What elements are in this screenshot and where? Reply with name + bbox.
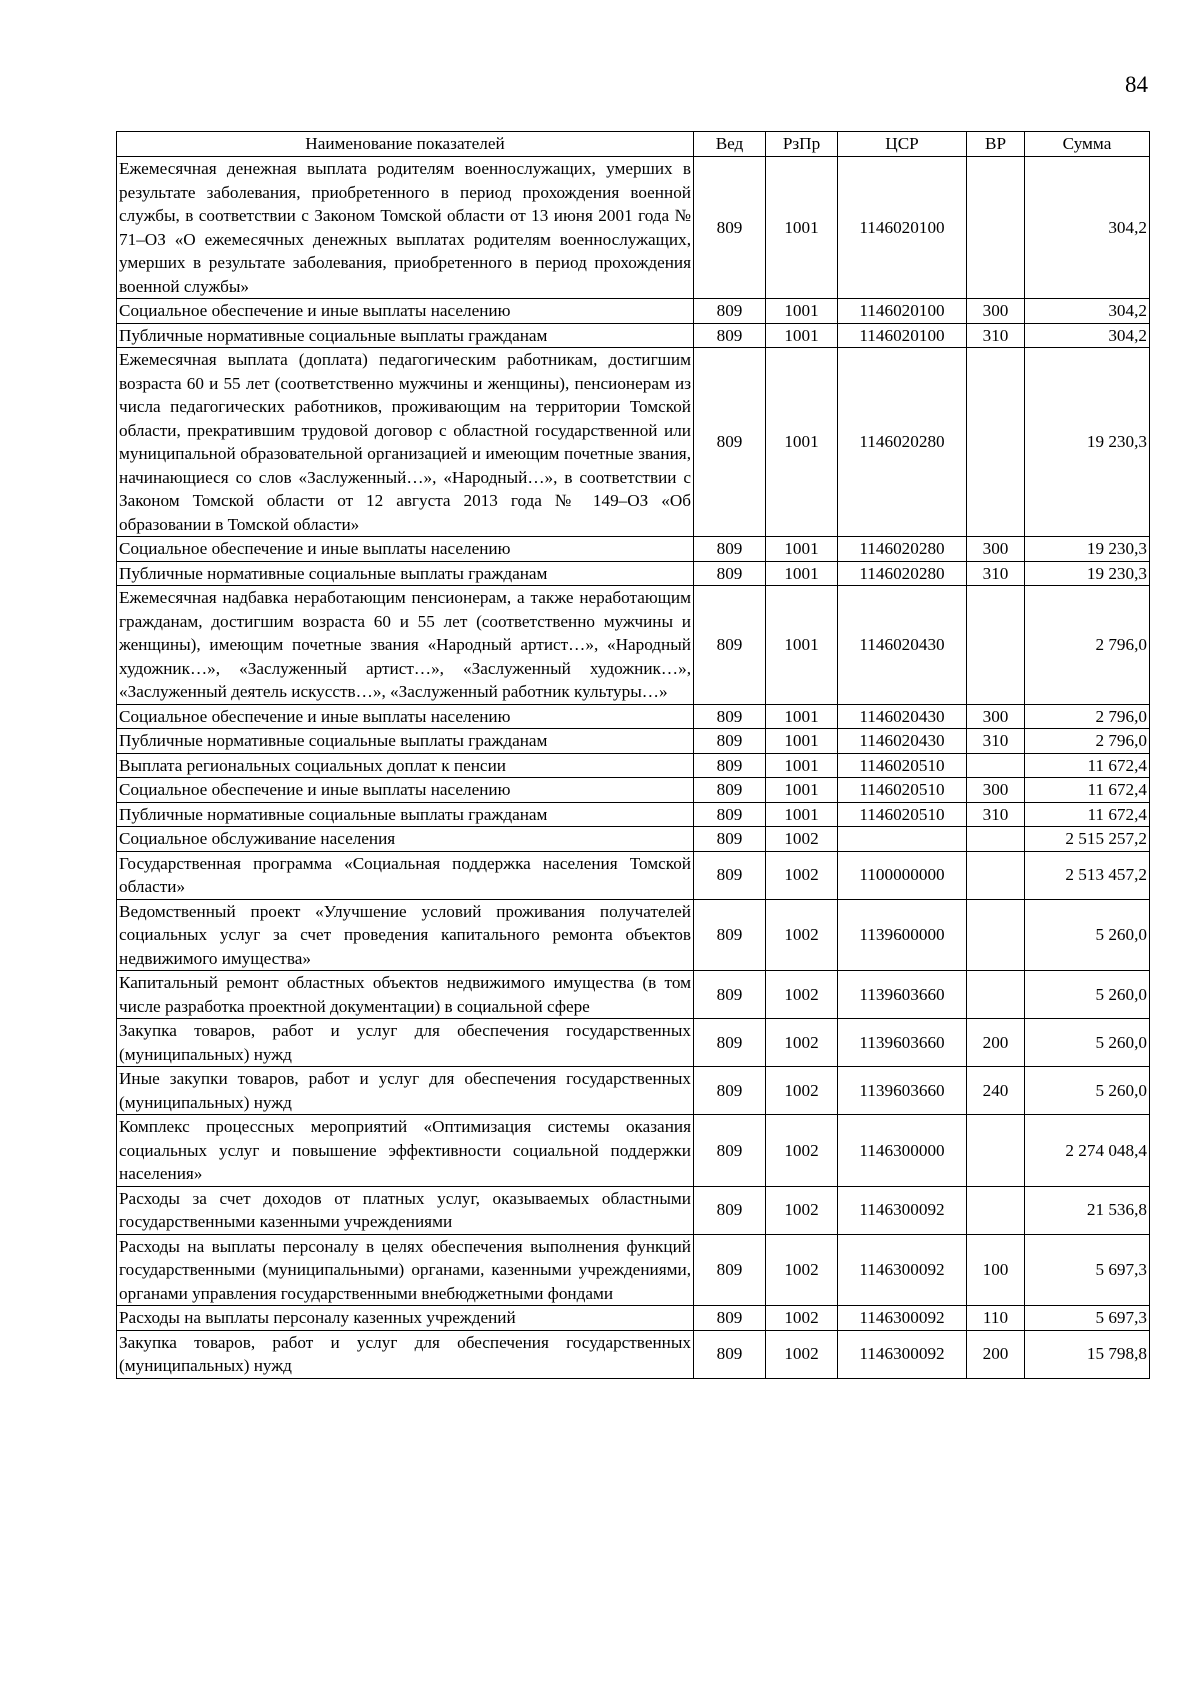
cell-sum: 5 260,0 (1025, 899, 1150, 971)
cell-rzpr: 1002 (766, 827, 838, 852)
cell-rzpr: 1001 (766, 537, 838, 562)
table-row (117, 1115, 1150, 1187)
cell-rzpr: 1002 (766, 1067, 838, 1115)
cell-ved: 809 (694, 1019, 766, 1067)
table-row (117, 586, 1150, 705)
cell-vr (967, 827, 1025, 852)
cell-name: Комплекс процессных мероприятий «Оптимизация системы оказания социальных услуг и повышение эффективности социальной поддержки населения» (117, 1115, 694, 1187)
cell-sum: 304,2 (1025, 299, 1150, 324)
cell-rzpr: 1002 (766, 1306, 838, 1331)
header-csr: ЦСР (838, 132, 967, 157)
cell-csr: 1146020510 (838, 753, 967, 778)
table-row (117, 899, 1150, 971)
cell-sum: 2 796,0 (1025, 704, 1150, 729)
table-row (117, 1330, 1150, 1378)
cell-ved: 809 (694, 1306, 766, 1331)
cell-name: Ежемесячная надбавка неработающим пенсионерам, а также неработающим гражданам, достигшим возраста 60 и 55 лет (соответственно мужчины и женщины), имеющим почетные звания «Народный артист…», «Народный художник…», «Заслуженный артист…», «Заслуженный художник…», «Заслуженный деятель искусств…», «Заслуженный работник культуры…» (117, 586, 694, 705)
cell-rzpr: 1001 (766, 157, 838, 299)
cell-vr: 100 (967, 1234, 1025, 1306)
cell-sum: 19 230,3 (1025, 561, 1150, 586)
table-row (117, 537, 1150, 562)
table-row (117, 561, 1150, 586)
cell-sum: 304,2 (1025, 323, 1150, 348)
cell-ved: 809 (694, 1234, 766, 1306)
cell-csr: 1146020100 (838, 157, 967, 299)
table-row (117, 729, 1150, 754)
cell-sum: 5 697,3 (1025, 1234, 1150, 1306)
cell-rzpr: 1002 (766, 851, 838, 899)
budget-table (116, 131, 1150, 1379)
cell-ved: 809 (694, 537, 766, 562)
cell-csr: 1100000000 (838, 851, 967, 899)
cell-name: Расходы на выплаты персоналу в целях обеспечения выполнения функций государственными (муниципальными) органами, казенными учреждениями, органами управления государственными внебюджетными фондами (117, 1234, 694, 1306)
cell-name: Расходы за счет доходов от платных услуг, оказываемых областными государственными казенными учреждениями (117, 1186, 694, 1234)
cell-ved: 809 (694, 1186, 766, 1234)
table-body (117, 157, 1150, 1379)
cell-rzpr: 1001 (766, 586, 838, 705)
cell-vr: 240 (967, 1067, 1025, 1115)
cell-vr (967, 899, 1025, 971)
cell-name: Закупка товаров, работ и услуг для обеспечения государственных (муниципальных) нужд (117, 1330, 694, 1378)
cell-csr: 1146020280 (838, 537, 967, 562)
cell-ved: 809 (694, 851, 766, 899)
cell-vr (967, 157, 1025, 299)
cell-csr: 1139603660 (838, 971, 967, 1019)
cell-vr (967, 348, 1025, 537)
cell-rzpr: 1001 (766, 802, 838, 827)
cell-vr (967, 1186, 1025, 1234)
cell-csr: 1146020280 (838, 348, 967, 537)
cell-rzpr: 1002 (766, 1115, 838, 1187)
cell-sum: 2 513 457,2 (1025, 851, 1150, 899)
cell-csr (838, 827, 967, 852)
header-vr: ВР (967, 132, 1025, 157)
table-header-row (117, 132, 1150, 157)
page-number: 84 (1125, 72, 1148, 97)
cell-ved: 809 (694, 753, 766, 778)
cell-ved: 809 (694, 704, 766, 729)
cell-vr: 310 (967, 323, 1025, 348)
cell-csr: 1146300092 (838, 1330, 967, 1378)
cell-vr: 310 (967, 802, 1025, 827)
cell-name: Иные закупки товаров, работ и услуг для обеспечения государственных (муниципальных) нужд (117, 1067, 694, 1115)
cell-csr: 1146020430 (838, 704, 967, 729)
cell-name: Социальное обеспечение и иные выплаты населению (117, 537, 694, 562)
cell-sum: 11 672,4 (1025, 778, 1150, 803)
cell-rzpr: 1001 (766, 729, 838, 754)
cell-ved: 809 (694, 1330, 766, 1378)
cell-ved: 809 (694, 971, 766, 1019)
table-row (117, 1019, 1150, 1067)
cell-csr: 1146300092 (838, 1306, 967, 1331)
cell-csr: 1146300000 (838, 1115, 967, 1187)
cell-name: Капитальный ремонт областных объектов недвижимого имущества (в том числе разработка проектной документации) в социальной сфере (117, 971, 694, 1019)
cell-csr: 1146020510 (838, 802, 967, 827)
table-row (117, 299, 1150, 324)
cell-vr (967, 1115, 1025, 1187)
cell-sum: 2 796,0 (1025, 729, 1150, 754)
header-name: Наименование показателей (117, 132, 694, 157)
cell-vr: 310 (967, 729, 1025, 754)
cell-csr: 1146020100 (838, 299, 967, 324)
cell-rzpr: 1001 (766, 753, 838, 778)
cell-csr: 1139603660 (838, 1067, 967, 1115)
cell-rzpr: 1002 (766, 899, 838, 971)
cell-name: Публичные нормативные социальные выплаты гражданам (117, 802, 694, 827)
table-row (117, 1186, 1150, 1234)
cell-csr: 1146300092 (838, 1234, 967, 1306)
cell-rzpr: 1001 (766, 704, 838, 729)
cell-rzpr: 1001 (766, 778, 838, 803)
cell-ved: 809 (694, 1115, 766, 1187)
cell-csr: 1146020280 (838, 561, 967, 586)
cell-vr: 300 (967, 299, 1025, 324)
cell-sum: 5 697,3 (1025, 1306, 1150, 1331)
table-row (117, 1067, 1150, 1115)
cell-vr (967, 586, 1025, 705)
cell-ved: 809 (694, 827, 766, 852)
cell-name: Закупка товаров, работ и услуг для обеспечения государственных (муниципальных) нужд (117, 1019, 694, 1067)
cell-csr: 1146020510 (838, 778, 967, 803)
header-sum: Сумма (1025, 132, 1150, 157)
cell-vr: 310 (967, 561, 1025, 586)
cell-name: Ведомственный проект «Улучшение условий проживания получателей социальных услуг за счет проведения капитального ремонта объектов недвижимого имущества» (117, 899, 694, 971)
table-row (117, 802, 1150, 827)
cell-rzpr: 1002 (766, 1234, 838, 1306)
cell-rzpr: 1002 (766, 971, 838, 1019)
cell-rzpr: 1002 (766, 1186, 838, 1234)
cell-ved: 809 (694, 586, 766, 705)
cell-vr (967, 851, 1025, 899)
table-row (117, 157, 1150, 299)
cell-sum: 304,2 (1025, 157, 1150, 299)
cell-vr (967, 971, 1025, 1019)
cell-name: Социальное обеспечение и иные выплаты населению (117, 299, 694, 324)
cell-vr: 300 (967, 704, 1025, 729)
cell-rzpr: 1002 (766, 1019, 838, 1067)
header-ved: Вед (694, 132, 766, 157)
cell-name: Государственная программа «Социальная поддержка населения Томской области» (117, 851, 694, 899)
table-row (117, 827, 1150, 852)
cell-rzpr: 1001 (766, 299, 838, 324)
cell-csr: 1139600000 (838, 899, 967, 971)
cell-rzpr: 1001 (766, 561, 838, 586)
cell-sum: 19 230,3 (1025, 348, 1150, 537)
cell-name: Ежемесячная денежная выплата родителям военнослужащих, умерших в результате заболевания, приобретенного в период прохождения военной службы, в соответствии с Законом Томской области от 13 июня 2001 года № 71–ОЗ «О ежемесячных денежных выплатах родителям военнослужащих, умерших в результате заболевания, приобретенного в период прохождения военной службы» (117, 157, 694, 299)
cell-name: Публичные нормативные социальные выплаты гражданам (117, 323, 694, 348)
cell-name: Социальное обслуживание населения (117, 827, 694, 852)
cell-csr: 1146020100 (838, 323, 967, 348)
cell-vr: 300 (967, 778, 1025, 803)
cell-name: Публичные нормативные социальные выплаты гражданам (117, 729, 694, 754)
cell-name: Расходы на выплаты персоналу казенных учреждений (117, 1306, 694, 1331)
cell-csr: 1139603660 (838, 1019, 967, 1067)
cell-vr: 200 (967, 1019, 1025, 1067)
cell-vr: 200 (967, 1330, 1025, 1378)
cell-sum: 5 260,0 (1025, 1067, 1150, 1115)
cell-ved: 809 (694, 561, 766, 586)
cell-ved: 809 (694, 323, 766, 348)
cell-sum: 2 796,0 (1025, 586, 1150, 705)
cell-sum: 5 260,0 (1025, 971, 1150, 1019)
table-row (117, 971, 1150, 1019)
cell-ved: 809 (694, 1067, 766, 1115)
cell-sum: 11 672,4 (1025, 753, 1150, 778)
table-row (117, 348, 1150, 537)
table-row (117, 1306, 1150, 1331)
table-row (117, 704, 1150, 729)
cell-rzpr: 1001 (766, 323, 838, 348)
table-row (117, 1234, 1150, 1306)
cell-sum: 21 536,8 (1025, 1186, 1150, 1234)
cell-sum: 5 260,0 (1025, 1019, 1150, 1067)
cell-ved: 809 (694, 802, 766, 827)
cell-csr: 1146020430 (838, 586, 967, 705)
cell-csr: 1146300092 (838, 1186, 967, 1234)
cell-sum: 15 798,8 (1025, 1330, 1150, 1378)
cell-sum: 2 515 257,2 (1025, 827, 1150, 852)
cell-name: Выплата региональных социальных доплат к пенсии (117, 753, 694, 778)
table-row (117, 753, 1150, 778)
cell-ved: 809 (694, 299, 766, 324)
header-rzpr: РзПр (766, 132, 838, 157)
cell-name: Социальное обеспечение и иные выплаты населению (117, 704, 694, 729)
cell-sum: 11 672,4 (1025, 802, 1150, 827)
cell-ved: 809 (694, 899, 766, 971)
cell-ved: 809 (694, 157, 766, 299)
cell-rzpr: 1001 (766, 348, 838, 537)
cell-sum: 19 230,3 (1025, 537, 1150, 562)
cell-ved: 809 (694, 348, 766, 537)
cell-vr (967, 753, 1025, 778)
cell-vr: 300 (967, 537, 1025, 562)
cell-name: Ежемесячная выплата (доплата) педагогическим работникам, достигшим возраста 60 и 55 лет (соответственно мужчины и женщины), пенсионерам из числа педагогических работников, проживающим на территории Томской области, прекратившим трудовой договор с областной государственной или муниципальной образовательной организацией и имеющим почетные звания, начинающиеся со слов «Заслуженный…», «Народный…», в соответствии с Законом Томской области от 12 августа 2013 года № 149–ОЗ «Об образовании в Томской области» (117, 348, 694, 537)
cell-sum: 2 274 048,4 (1025, 1115, 1150, 1187)
cell-rzpr: 1002 (766, 1330, 838, 1378)
cell-name: Социальное обеспечение и иные выплаты населению (117, 778, 694, 803)
cell-name: Публичные нормативные социальные выплаты гражданам (117, 561, 694, 586)
cell-csr: 1146020430 (838, 729, 967, 754)
table-row (117, 778, 1150, 803)
table-row (117, 323, 1150, 348)
cell-ved: 809 (694, 778, 766, 803)
table-row (117, 851, 1150, 899)
cell-ved: 809 (694, 729, 766, 754)
cell-vr: 110 (967, 1306, 1025, 1331)
